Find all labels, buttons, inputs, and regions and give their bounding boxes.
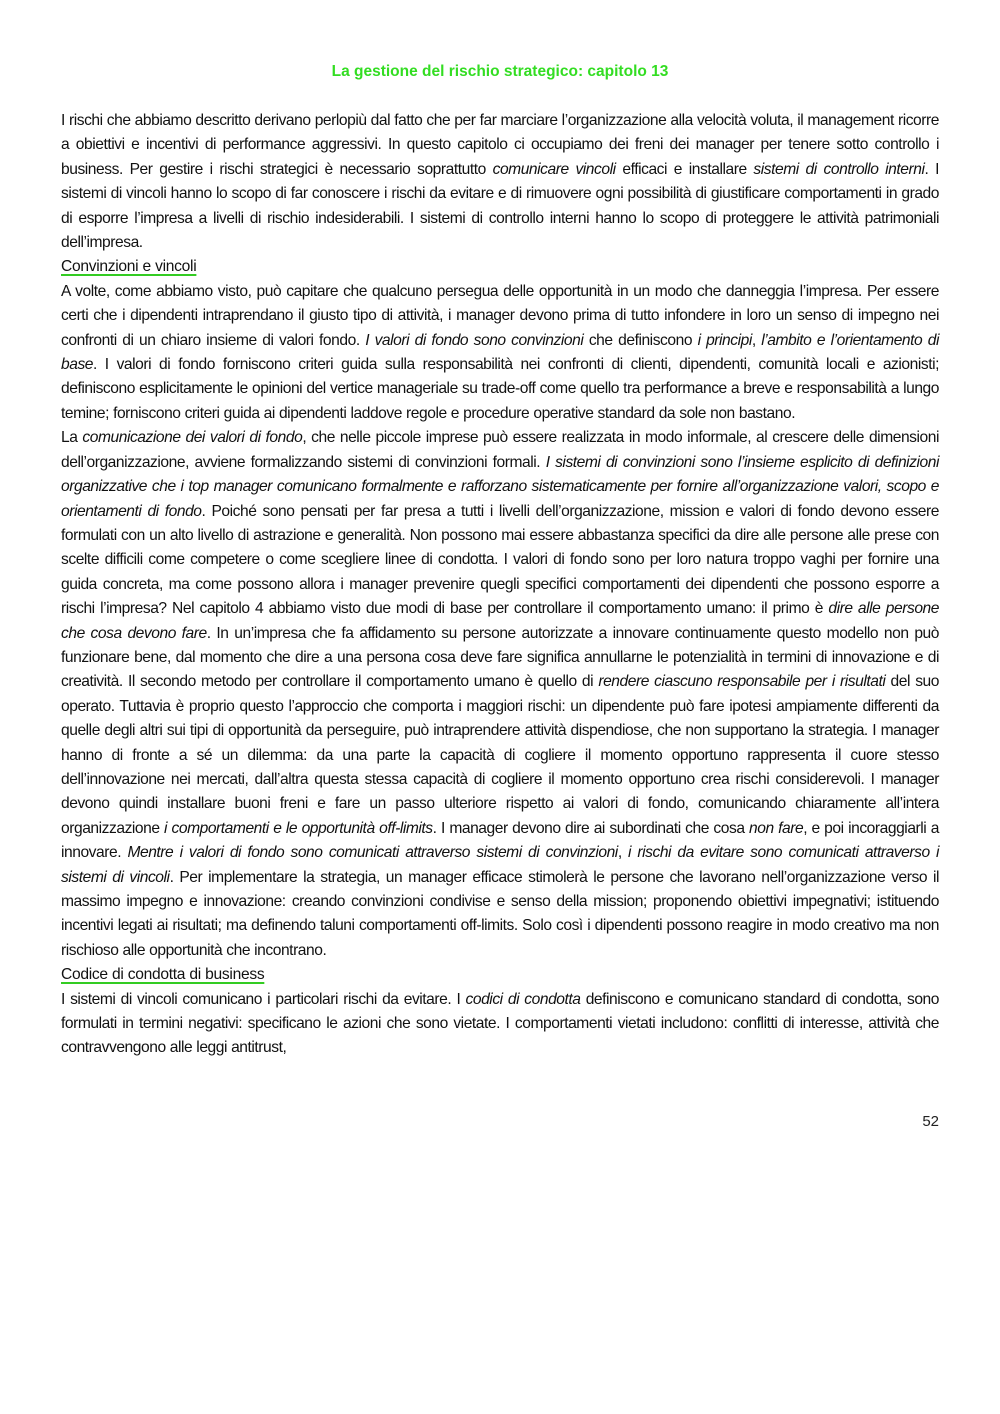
emphasis-text: i comportamenti e le opportunità off-limits xyxy=(164,819,433,837)
document-body xyxy=(61,109,939,1061)
emphasis-text: I sistemi di convinzioni sono l’insieme esplicito di definizioni organizzative che i top manager comunicano formalmente e rafforzano sistematicamente per fornire all’organizzazione valori, scopo e orientamenti di fondo xyxy=(61,453,939,520)
section-heading-convinzioni xyxy=(61,255,939,279)
convinzioni-paragraph-2 xyxy=(61,426,939,963)
text-run: . I manager devono dire ai subordinati che cosa xyxy=(432,819,749,837)
section-heading-codice xyxy=(61,963,939,987)
emphasis-text: Mentre i valori di fondo sono comunicati attraverso sistemi di convinzioni xyxy=(127,844,618,862)
emphasis-text: comunicare vincoli xyxy=(492,160,616,178)
text-run: , e poi incoraggiarli a innovare. xyxy=(61,819,939,862)
emphasis-text: rendere ciascuno responsabile per i risultati xyxy=(598,673,886,691)
text-run: A volte, come abbiamo visto, può capitare che qualcuno persegua delle opportunità in un modo che danneggia l’impresa. Per essere certi che i dipendenti intraprendano il giusto tipo di attività, i manager devono prima di tutto infondere in loro un senso di impegno nei confronti di un chiaro insieme di valori fondo. xyxy=(61,282,939,349)
text-run: La xyxy=(61,429,83,447)
text-run: I rischi che abbiamo descritto derivano perlopiù dal fatto che per far marciare l’organizzazione alla velocità voluta, il management ricorre a obiettivi e incentivi di performance aggressivi. In questo capitolo ci occupiamo dei freni dei manager per tenere sotto controllo i business. Per gestire i rischi strategici è necessario soprattutto xyxy=(61,112,939,178)
emphasis-text: dire alle persone che cosa devono fare xyxy=(61,600,940,642)
section-heading-label: Convinzioni e vincoli xyxy=(61,258,197,276)
text-run: . Per implementare la strategia, un manager efficace stimolerà le persone che lavorano nell’organizzazione verso il massimo impegno e innovazione: creando convinzioni condivise e senso della mission; proponendo obiettivi impegnativi; istituendo incentivi legati ai risultati; ma definendo taluni comportamenti off-limits. Solo così i dipendenti possono reagire in modo creativo ma non rischioso alle opportunità che incontrano. xyxy=(61,868,939,959)
emphasis-text: sistemi di controllo interni xyxy=(753,160,925,178)
text-run: , xyxy=(617,844,629,862)
text-run: definiscono e comunicano standard di condotta, sono formulati in termini negativi: specificano le azioni che sono vietate. I comportamenti vietati includono: conflitti di interesse, attività che contravvengono alle leggi antitrust, xyxy=(61,990,940,1057)
emphasis-text: l’ambito e l’orientamento di base xyxy=(61,331,939,374)
text-run: del suo operato. Tuttavia è proprio questo l’approccio che comporta i maggiori rischi: un dipendente può fare ipotesi ampiamente differenti da quelle degli altri sui tipi di opportunità da perseguire, può intraprendere attività dispendiose, che non supportano la strategia. I manager hanno di fronte a sé un dilemma: da una parte la capacità di cogliere il momento opportuno rappresenta il cuore stesso dell’innovazione nei mercati, dall’altra questa stessa capacità di cogliere il momento opportuno crea rischi considerevoli. I manager devono quindi installare buoni freni e fare un passo ulteriore rispetto ai valori di fondo, comunicando chiaramente all’intera organizzazione xyxy=(61,673,939,837)
emphasis-text: codici di condotta xyxy=(465,990,581,1008)
text-run: , che nelle piccole imprese può essere realizzata in modo informale, al crescere delle dimensioni dell’organizzazione, avviene formalizzando sistemi di convinzioni formali. xyxy=(61,429,939,471)
text-run: . In un’impresa che fa affidamento su persone autorizzate a innovare continuamente questo modello non può funzionare bene, dal momento che dire a una persona cosa deve fare significa annullarne le potenzialità in termini di innovazione e di creatività. Il secondo metodo per controllare il comportamento umano è quello di xyxy=(61,624,939,691)
emphasis-text: i principi xyxy=(697,331,752,349)
text-run: . Poiché sono pensati per far presa a tutti i livelli dell’organizzazione, mission e valori di fondo devono essere formulati con un alto livello di astrazione e generalità. Non possono mai essere abbastanza specifici da dire alle persone alle prese con scelte difficili come competere o come scegliere linee di condotta. I valori di fondo sono per loro natura troppo vaghi per fornire una guida concreta, ma come possono allora i manager prevenire quegli specifici comportamenti dei dipendenti che possono esporre a rischi l’impresa? Nel capitolo 4 abbiamo visto due modi di base per controllare il comportamento umano: il primo è xyxy=(61,502,939,618)
section-heading-label: Codice di condotta di business xyxy=(61,966,265,984)
emphasis-text: I valori di fondo sono convinzioni xyxy=(365,331,584,349)
text-run: I sistemi di vincoli comunicano i particolari rischi da evitare. I xyxy=(61,990,466,1008)
emphasis-text: i rischi da evitare sono comunicati attraverso i sistemi di vincoli xyxy=(61,844,940,886)
convinzioni-paragraph-1 xyxy=(61,280,939,426)
text-run: , xyxy=(751,331,762,349)
text-run: che definiscono xyxy=(583,331,698,349)
text-run: . I valori di fondo forniscono criteri guida sulla responsabilità nei confronti di clienti, dipendenti, comunità locali e azionisti; definiscono esplicitamente le opinioni del vertice manageriale su trade-off come quello tra performance a breve e responsabilità a lungo temine; forniscono criteri guida ai dipendenti laddove regole e procedure operative standard da sole non bastano. xyxy=(61,356,939,422)
intro-paragraph xyxy=(61,109,939,255)
text-run: . I sistemi di vincoli hanno lo scopo di far conoscere i rischi da evitare e di rimuovere ogni possibilità di giustificare comportamenti in grado di esporre l’impresa a livelli di rischio indesiderabili. I sistemi di controllo interni hanno lo scopo di proteggere le attività patrimoniali dell’impresa. xyxy=(61,160,939,252)
emphasis-text: comunicazione dei valori di fondo xyxy=(82,429,303,447)
document-title: La gestione del rischio strategico: capitolo 13 xyxy=(331,63,669,80)
codice-paragraph-1 xyxy=(61,988,939,1061)
emphasis-text: non fare xyxy=(749,819,804,837)
text-run: efficaci e installare xyxy=(615,160,754,178)
page-number: 52 xyxy=(922,1113,939,1130)
